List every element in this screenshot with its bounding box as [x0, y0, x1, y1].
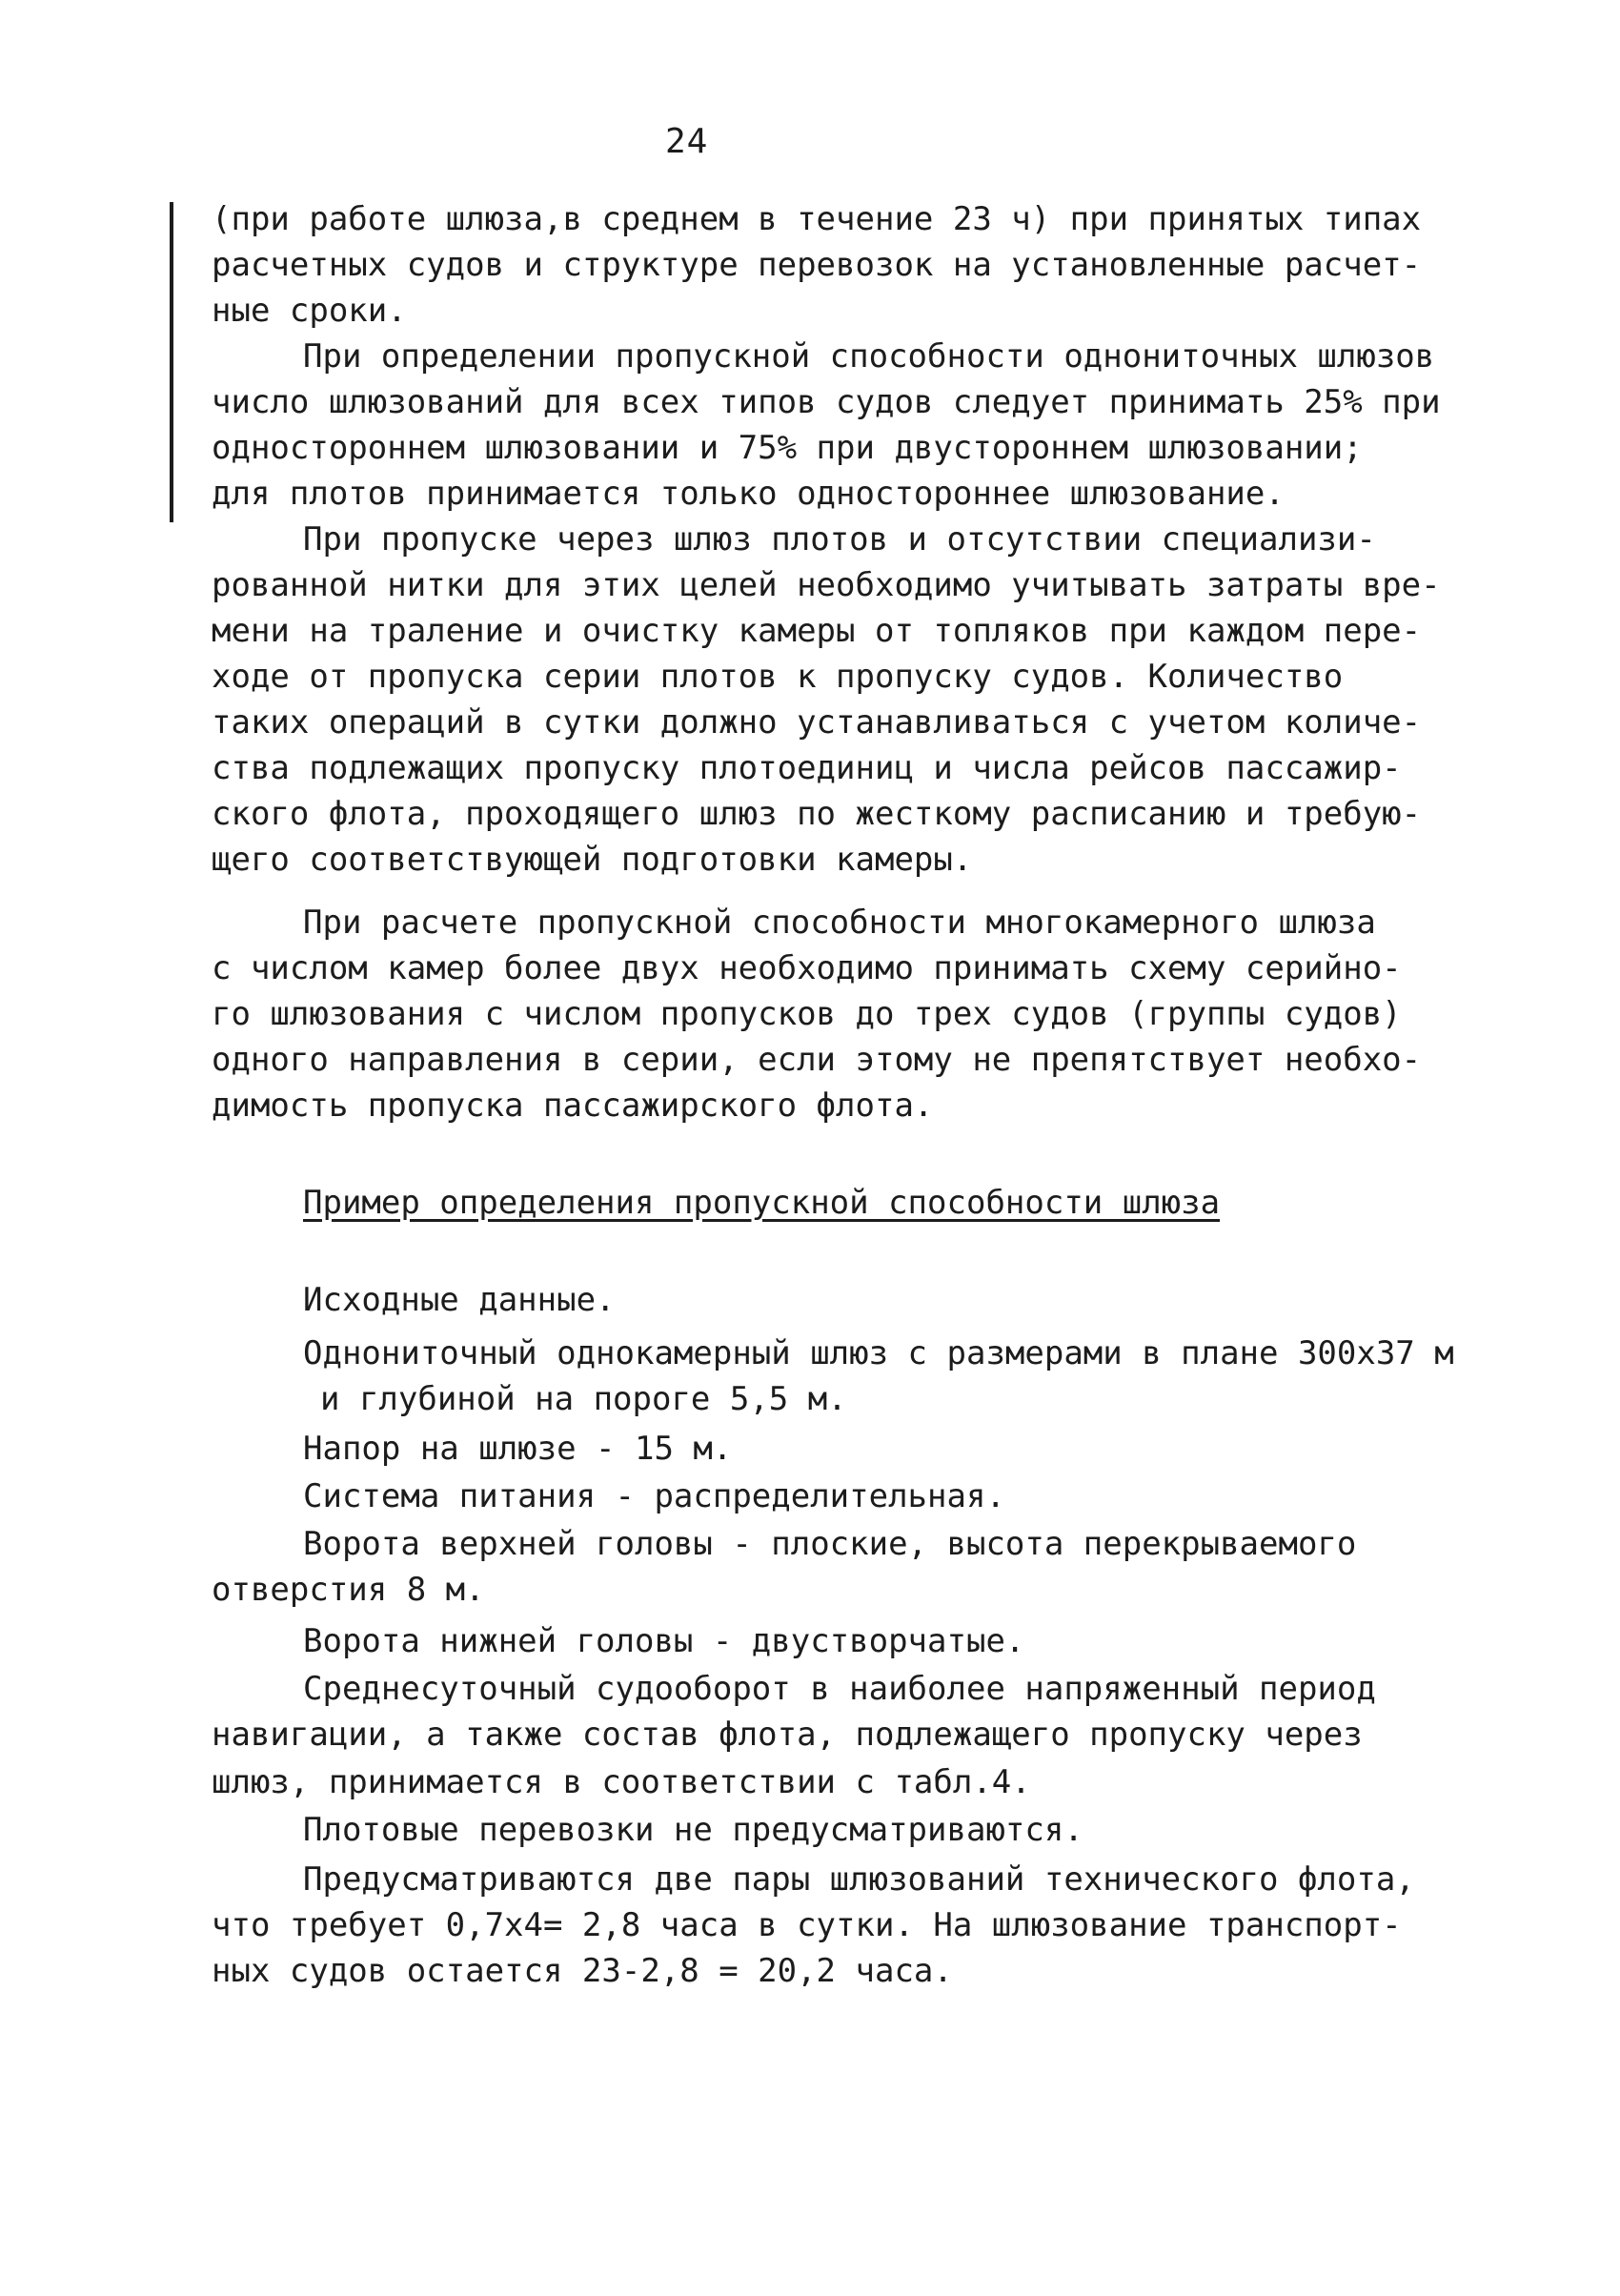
- text-line: рованной нитки для этих целей необходимо учитывать затраты вре-: [212, 566, 1441, 604]
- text-line: с числом камер более двух необходимо принимать схему серийно-: [212, 949, 1402, 987]
- text-line: расчетных судов и структуре перевозок на установленные расчет-: [212, 246, 1422, 284]
- text-line: ства подлежащих пропуску плотоединиц и числа рейсов пассажир-: [212, 749, 1402, 787]
- text-line: щего соответствующей подготовки камеры.: [212, 841, 973, 879]
- text-line: ского флота, проходящего шлюз по жесткому расписанию и требую-: [212, 795, 1422, 833]
- text-line: димость пропуска пассажирского флота.: [212, 1087, 934, 1125]
- text-line: таких операций в сутки должно устанавливаться с учетом количе-: [212, 703, 1422, 742]
- text-line: что требует 0,7х4= 2,8 часа в сутки. На шлюзование транспорт-: [212, 1906, 1402, 1944]
- text-line: ходе от пропуска серии плотов к пропуску судов. Количество: [212, 658, 1344, 696]
- text-line: одного направления в серии, если этому не препятствует необхо-: [212, 1041, 1422, 1079]
- text-line: мени на траление и очистку камеры от топляков при каждом пере-: [212, 612, 1422, 650]
- revision-margin-bar: [170, 202, 173, 522]
- text-line: для плотов принимается только одностороннее шлюзование.: [212, 475, 1285, 513]
- text-line: ных судов остается 23-2,8 = 20,2 часа.: [212, 1952, 953, 1990]
- text-line: Однониточный однокамерный шлюз с размерами в плане 300х37 м: [303, 1334, 1454, 1372]
- text-line: отверстия 8 м.: [212, 1571, 485, 1609]
- text-line: число шлюзований для всех типов судов следует принимать 25% при: [212, 383, 1441, 421]
- text-line: навигации, а также состав флота, подлежащего пропуску через: [212, 1716, 1363, 1754]
- page-number: 24: [665, 122, 709, 161]
- section-heading: Пример определения пропускной способности шлюза: [303, 1184, 1221, 1222]
- text-line: Ворота нижней головы - двустворчатые.: [303, 1622, 1025, 1660]
- text-line: Предусматриваются две пары шлюзований технического флота,: [303, 1860, 1415, 1899]
- text-line: ные сроки.: [212, 292, 407, 330]
- text-line: При определении пропускной способности однониточных шлюзов: [303, 337, 1435, 376]
- text-line: го шлюзования с числом пропусков до трех судов (группы судов): [212, 995, 1402, 1033]
- text-line: Ворота верхней головы - плоские, высота перекрываемого: [303, 1525, 1357, 1563]
- text-line: и глубиной на пороге 5,5 м.: [320, 1380, 847, 1418]
- text-line: Исходные данные.: [303, 1281, 616, 1319]
- text-line: одностороннем шлюзовании и 75% при двустороннем шлюзовании;: [212, 429, 1363, 467]
- text-line: При расчете пропускной способности многокамерного шлюза: [303, 904, 1376, 942]
- text-line: Напор на шлюзе - 15 м.: [303, 1430, 733, 1468]
- text-line: При пропуске через шлюз плотов и отсутствии специализи-: [303, 520, 1376, 559]
- text-line: Среднесуточный судооборот в наиболее напряженный период: [303, 1670, 1376, 1708]
- text-line: шлюз, принимается в соответствии с табл.4.: [212, 1763, 1031, 1801]
- text-line: (при работе шлюза,в среднем в течение 23 ч) при принятых типах: [212, 200, 1422, 238]
- text-line: Плотовые перевозки не предусматриваются.: [303, 1811, 1083, 1849]
- text-line: Система питания - распределительная.: [303, 1477, 1005, 1515]
